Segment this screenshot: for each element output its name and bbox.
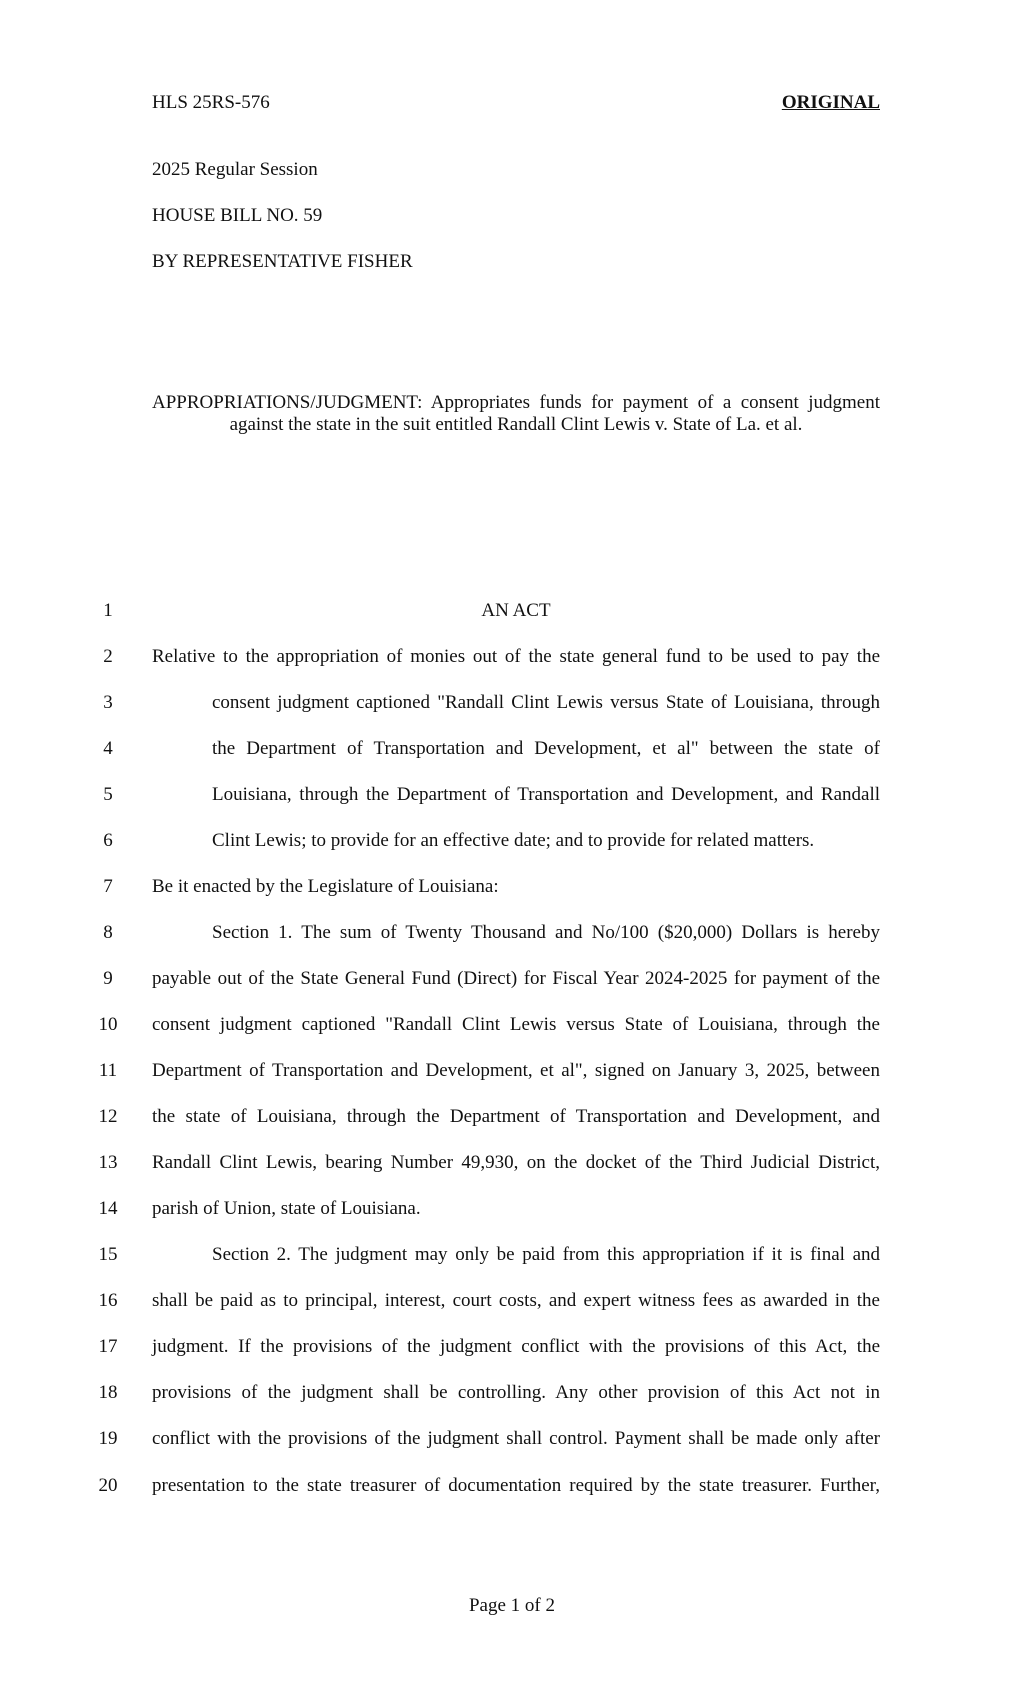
line-text: provisions of the judgment shall be controlling. Any other provision of this Act not in [152, 1382, 880, 1403]
status-label: ORIGINAL [781, 92, 880, 113]
line-number: 8 [103, 922, 113, 943]
line-number: 10 [98, 1014, 118, 1035]
line-number: 2 [103, 646, 113, 667]
line-number: 3 [103, 692, 113, 713]
line-text: Section 2. The judgment may only be paid from this appropriation if it is final and [212, 1244, 880, 1265]
line-text: Department of Transportation and Development, et al", signed on January 3, 2025, between [152, 1060, 880, 1081]
line-number: 7 [103, 876, 113, 897]
line-text: conflict with the provisions of the judgment shall control. Payment shall be made only after [152, 1428, 880, 1449]
line-text: consent judgment captioned "Randall Clint Lewis versus State of Louisiana, through the [152, 1014, 880, 1035]
line-number: 14 [98, 1198, 118, 1219]
line-number: 9 [103, 968, 113, 989]
line-text: Be it enacted by the Legislature of Louisiana: [152, 876, 499, 897]
act-title: AN ACT [481, 600, 551, 621]
author: BY REPRESENTATIVE FISHER [152, 251, 413, 272]
line-number: 20 [98, 1475, 118, 1496]
line-text: Randall Clint Lewis, bearing Number 49,930, on the docket of the Third Judicial District, [152, 1152, 880, 1173]
session: 2025 Regular Session [152, 159, 318, 180]
line-number: 13 [98, 1152, 118, 1173]
line-text: Louisiana, through the Department of Transportation and Development, and Randall [212, 784, 880, 805]
line-text: the Department of Transportation and Development, et al" between the state of [212, 738, 880, 759]
digest-line-1: APPROPRIATIONS/JUDGMENT: Appropriates funds for payment of a consent judgment [152, 392, 880, 413]
line-number: 4 [103, 738, 113, 759]
line-number: 17 [98, 1336, 118, 1357]
line-text: judgment. If the provisions of the judgment conflict with the provisions of this Act, the [152, 1336, 880, 1357]
digest-line-2: against the state in the suit entitled Randall Clint Lewis v. State of La. et al. [229, 414, 803, 435]
page-number: Page 1 of 2 [468, 1595, 555, 1616]
line-number: 1 [103, 600, 113, 621]
line-number: 19 [98, 1428, 118, 1449]
line-text: parish of Union, state of Louisiana. [152, 1198, 421, 1219]
line-number: 6 [103, 830, 113, 851]
line-number: 18 [98, 1382, 118, 1403]
line-number: 12 [98, 1106, 118, 1127]
line-number: 5 [103, 784, 113, 805]
line-text: consent judgment captioned "Randall Clint Lewis versus State of Louisiana, through [212, 692, 880, 713]
bill-code: HLS 25RS-576 [152, 92, 270, 113]
line-text: Relative to the appropriation of monies out of the state general fund to be used to pay the [152, 646, 880, 667]
line-text: the state of Louisiana, through the Department of Transportation and Development, and [152, 1106, 880, 1127]
line-number: 16 [98, 1290, 118, 1311]
line-number: 11 [98, 1060, 118, 1081]
line-text: payable out of the State General Fund (Direct) for Fiscal Year 2024-2025 for payment of the [152, 968, 880, 989]
line-text: Clint Lewis; to provide for an effective date; and to provide for related matters. [212, 830, 815, 851]
line-text: presentation to the state treasurer of documentation required by the state treasurer. Further, [152, 1475, 880, 1496]
digest [152, 392, 880, 436]
line-text: shall be paid as to principal, interest, court costs, and expert witness fees as awarded in the [152, 1290, 880, 1311]
line-text: Section 1. The sum of Twenty Thousand and No/100 ($20,000) Dollars is hereby [212, 922, 880, 943]
line-number: 15 [98, 1244, 118, 1265]
bill-number: HOUSE BILL NO. 59 [152, 205, 323, 226]
